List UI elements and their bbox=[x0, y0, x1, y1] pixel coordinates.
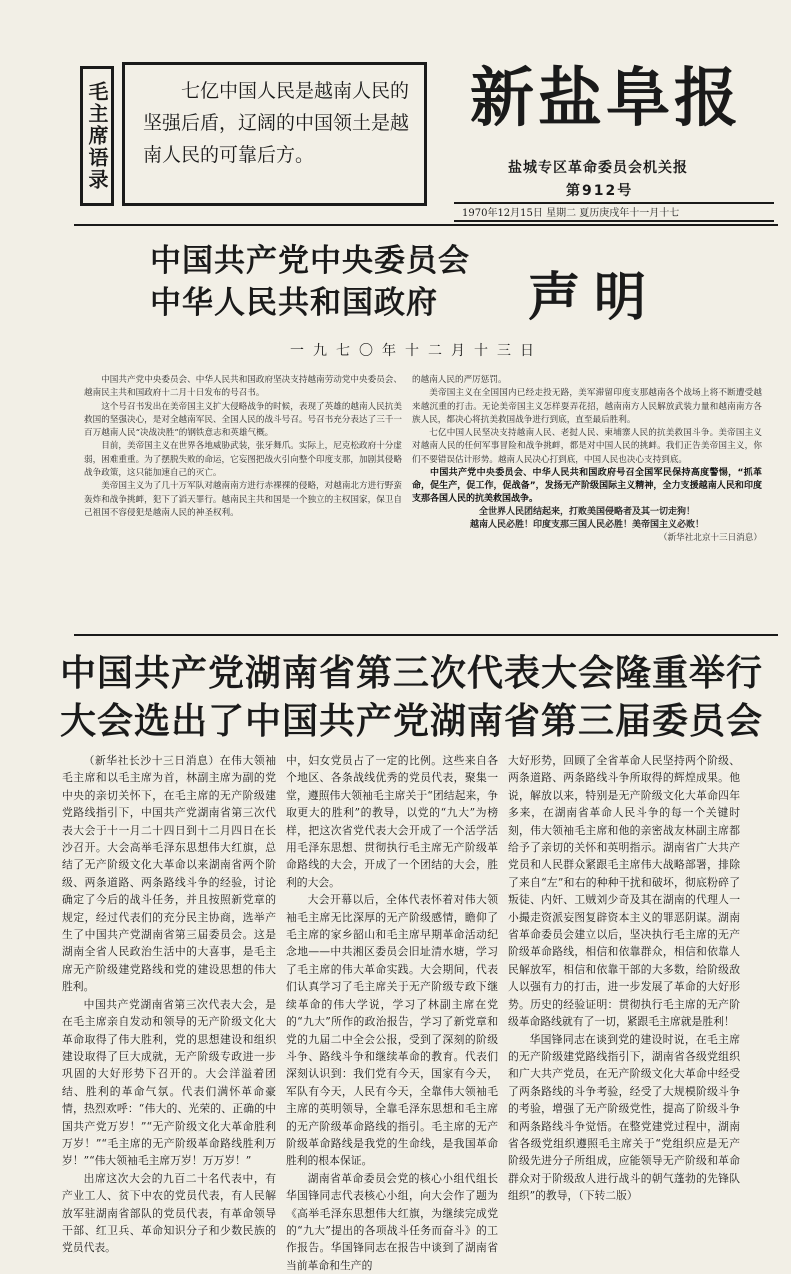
declaration-column-right bbox=[412, 374, 762, 622]
paragraph: 中，妇女党员占了一定的比例。这些来自各个地区、各条战线优秀的党员代表，聚集一堂，遵照伟大领袖毛主席关于“团结起来，争取更大的胜利”的教导，以党的“九大”为榜样，把这次省党代表大会开成了一个活学活用毛泽东思想、贯彻执行毛主席无产阶级革命路线的大会，开成了一个团结的大会，胜利的大会。 bbox=[286, 754, 498, 889]
headline-line: 大会选出了中国共产党湖南省第三届委员会 bbox=[60, 701, 764, 742]
paragraph: 目前，美帝国主义在世界各地威胁武装，张牙舞爪。实际上，尼克松政府十分虚弱，困难重重。为了摆脱失败的命运，它妄图把战火引向整个印度支那，加剧其侵略战争政策，这只能加速自己的灭亡。 bbox=[84, 441, 402, 479]
paragraph: 出席这次大会的九百二十名代表中，有产业工人、贫下中农的党员代表，有人民解放军驻湖南省部队的党员代表，有革命领导干部、红卫兵、革命知识分子和少数民族的党员代表。 bbox=[62, 1171, 276, 1255]
declaration-call: 中国共产党中央委员会、中华人民共和国政府号召全国军民保持高度警惕，“抓革命，促生产，促工作，促战备”，发扬无产阶级国际主义精神，全力支援越南人民和印度支那各国人民的抗美救国战争。 bbox=[412, 468, 762, 505]
article-headline bbox=[60, 650, 780, 746]
agency-credit: （新华社北京十三日消息） bbox=[658, 533, 762, 544]
paper-organ: 盐城专区革命委员会机关报 bbox=[508, 160, 688, 176]
divider bbox=[74, 224, 778, 226]
slogan: 越南人民必胜！印度支那三国人民必胜！美帝国主义必败！ bbox=[469, 520, 704, 531]
paragraph: 中国共产党湖南省第三次代表大会，是在毛主席亲自发动和领导的无产阶级文化大革命取得了伟大胜利，党的思想建设和组织建设取得了巨大成就，无产阶级专政进一步巩固的大好形势下召开的。大会洋溢着团结、胜利的革命气氛。代表们满怀革命豪情，热烈欢呼：“伟大的、光荣的、正确的中国共产党万岁！”“无产阶级文化大革命胜利万岁！”“毛主席的无产阶级革命路线胜利万岁！”“伟大领袖毛主席万岁！万万岁！” bbox=[62, 997, 276, 1168]
paragraph: 美帝国主义在全国国内已经走投无路，美军滞留印度支那越南各个战场上将不断遭受越来越沉重的打击。无论美帝国主义怎样耍弄花招，越南南方人民解放武装力量和越南南方各族人民，都决心将抗美救国战争进行到底，直至最后胜利。 bbox=[412, 388, 762, 425]
slogan: 全世界人民团结起来，打败美国侵略者及其一切走狗！ bbox=[478, 507, 695, 518]
chairman-quote: 七亿中国人民是越南人民的坚强后盾，辽阔的中国领土是越南人民的可靠后方。 bbox=[122, 62, 427, 206]
paragraph: 这个号召书发出在美帝国主义扩大侵略战争的时候，表现了英雄的越南人民抗美救国的坚强决心，是对全越南军民、全国人民的战斗号召。号召书充分表达了三千一百万越南人民“决战决胜”的钢铁意志和英雄气概。 bbox=[84, 401, 402, 439]
headline-line: 中国共产党湖南省第三次代表大会隆重举行 bbox=[60, 653, 764, 694]
paragraph: 中国共产党中央委员会、中华人民共和国政府坚决支持越南劳动党中央委员会、越南民主共和国政府十二月十日发布的号召书。 bbox=[84, 375, 402, 399]
issue-number: 第912号 bbox=[566, 183, 634, 199]
headline-line: 中华人民共和国政府 bbox=[150, 285, 438, 321]
paragraph: 大会开幕以后，全体代表怀着对伟大领袖毛主席无比深厚的无产阶级感情，瞻仰了毛主席的家乡韶山和毛主席早期革命活动纪念地——中共湘区委员会旧址清水塘，学习了毛主席的伟大革命实践。大会期间，代表们认真学习了毛主席关于无产阶级专政下继续革命的伟大学说，学习了林副主席在党的“九大”所作的政治报告，学习了新党章和党的九届二中全会公报，受到了深刻的阶级斗争、路线斗争和继续革命的教育。代表们深刻认识到：我们党有今天，国家有今天，军队有今天，人民有今天，全靠伟大领袖毛主席的英明领导，全靠毛泽东思想和毛主席的无产阶级革命路线的指引。毛主席的无产阶级革命路线是我党的生命线，是我国革命胜利的根本保证。 bbox=[286, 893, 498, 1168]
date-line: 1970年12月15日 星期二 夏历庚戌年十一月十七 bbox=[454, 202, 774, 222]
divider bbox=[74, 634, 778, 636]
paragraph: 美帝国主义为了几十万军队对越南南方进行赤裸裸的侵略，对越南北方进行野蛮轰炸和战争挑衅，犯下了滔天罪行。越南民主共和国是一个独立的主权国家，保卫自己祖国不容侵犯是越南人民的神圣权利。 bbox=[84, 481, 402, 518]
paragraph: 华国锋同志在谈到党的建设时说，在毛主席的无产阶级建党路线指引下，湖南省各级党组织和广大共产党员，在无产阶级文化大革命中经受了两条路线的斗争考验，经受了大规模阶级斗争的考验，增强了无产阶级党性，提高了阶级斗争和两条路线斗争觉悟。在整党建党过程中，湖南省各级党组织遵照毛主席关于“党组织应是无产阶级先进分子所组成，应能领导无产阶级和革命群众对于阶级敌人进行战斗的朝气蓬勃的先锋队组织”的教导，（下转二版） bbox=[508, 1032, 740, 1203]
article-column-3 bbox=[508, 752, 740, 1203]
paragraph: 七亿中国人民坚决支持越南人民、老挝人民、柬埔寨人民的抗美救国斗争。美帝国主义对越南人民的任何军事冒险和战争挑衅，都是对中国人民的挑衅。我们正告美帝国主义，你们不要错误估计形势。越南人民决心打到底，中国人民也决心支持到底。 bbox=[412, 428, 762, 465]
declaration-word: 声明 bbox=[528, 268, 661, 328]
article-column-2 bbox=[286, 752, 498, 1272]
paragraph: 的越南人民的严厉惩罚。 bbox=[412, 375, 507, 385]
paragraph: （新华社长沙十三日消息）在伟大领袖毛主席和以毛主席为首，林副主席为副的党中央的亲切关怀下，在毛主席的无产阶级建党路线指引下，中国共产党湖南省第三次代表大会于十一月二十四日到十二月四日在长沙召开。大会高举毛泽东思想伟大红旗，总结了无产阶级文化大革命以来湖南省两个阶级、两条道路、两条路线斗争的经验，讨论确定了今后的战斗任务，并且按照新党章的规定，经过代表们的充分民主协商，选举产生了中国共产党湖南省第三届委员会。这是湖南全省人民政治生活中的大喜事，是毛主席无产阶级建党路线和党的建设思想的伟大胜利。 bbox=[62, 754, 276, 994]
paragraph: 湖南省革命委员会党的核心小组代组长华国锋同志代表核心小组，向大会作了题为《高举毛泽东思想伟大红旗，为继续完成党的“九大”提出的各项战斗任务而奋斗》的工作报告。华国锋同志在报告中谈到了湖南省当前革命和生产的 bbox=[286, 1171, 498, 1272]
declaration-column-left bbox=[84, 374, 402, 622]
headline-line: 中国共产党中央委员会 bbox=[150, 243, 470, 279]
article-column-1 bbox=[62, 752, 276, 1255]
declaration-date: 一九七〇年十二月十三日 bbox=[290, 343, 543, 359]
declaration-headline bbox=[150, 240, 470, 324]
paragraph: 大好形势，回顾了全省革命人民坚持两个阶级、两条道路、两条路线斗争所取得的辉煌成果。他说，解放以来，特别是无产阶级文化大革命四年多来，在湖南省革命人民斗争的每一个关键时刻，伟大领袖毛主席和他的亲密战友林副主席都给予了亲切的关怀和英明指示。湖南省广大共产党员和人民群众紧跟毛主席伟大战略部署，排除了来自“左”和右的种种干扰和破坏，彻底粉碎了叛徒、内奸、工贼刘少奇及其在湖南的代理人一小撮走资派妄图复辟资本主义的罪恶阴谋。湖南省革命委员会建立以后，坚决执行毛主席的无产阶级革命路线，相信和依靠群众，相信和依靠人民解放军，相信和依靠干部的大多数，给阶级敌人以强有力的打击，进一步发展了革命的大好形势。历史的经验证明：贯彻执行毛主席的无产阶级革命路线就有了一切，紧跟毛主席就是胜利！ bbox=[508, 754, 740, 1029]
quotation-tag: 毛主席语录 bbox=[80, 66, 114, 206]
paper-title: 新盐阜报 bbox=[470, 62, 742, 136]
